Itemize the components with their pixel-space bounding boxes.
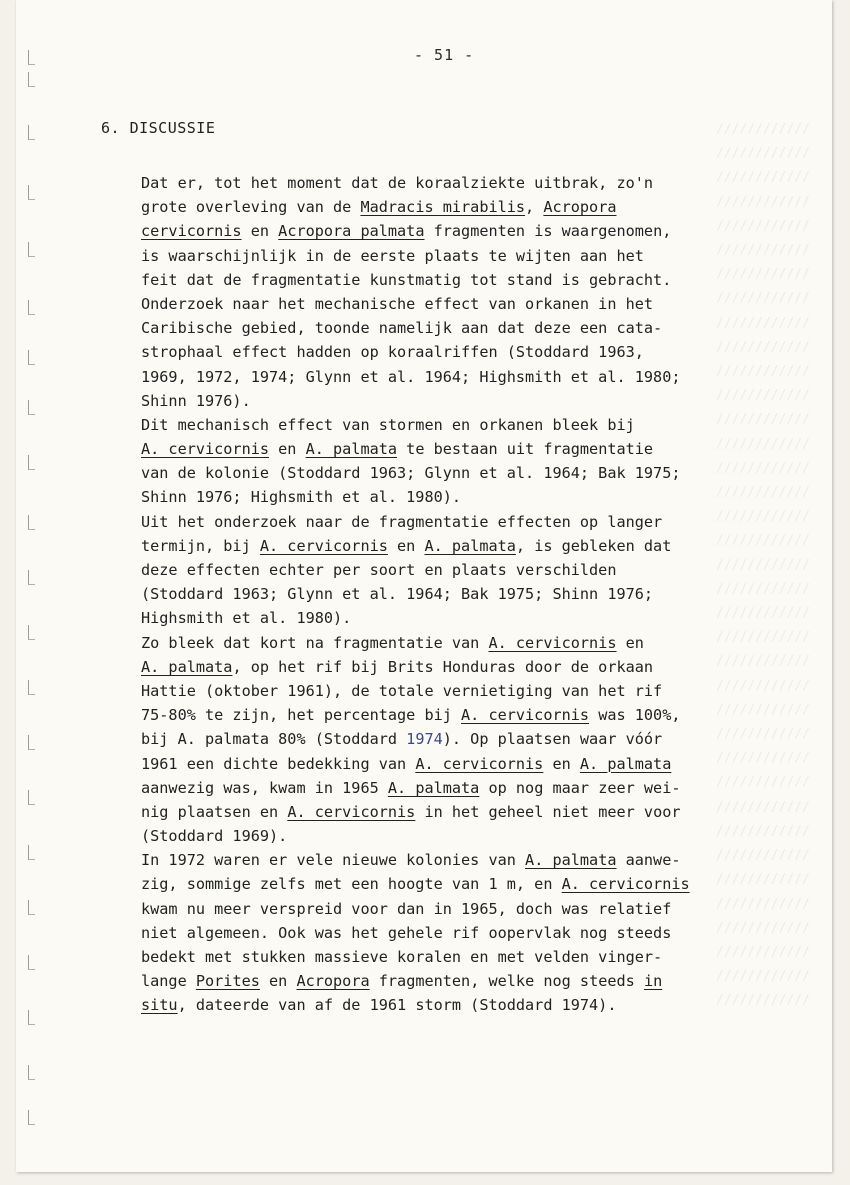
text-line	[141, 848, 761, 872]
text-line	[141, 945, 761, 969]
species-name: cervicornis	[141, 222, 242, 241]
species-name: Acropora	[543, 198, 617, 217]
body-text	[141, 171, 761, 1018]
text-line	[141, 606, 761, 630]
species-name: Acropora palmata	[278, 222, 425, 241]
text-run: feit dat de fragmentatie kunstmatig tot stand is gebracht.	[141, 270, 672, 289]
text-run: In 1972 waren er vele nieuwe kolonies van	[141, 851, 526, 870]
text-line	[141, 800, 761, 824]
text-run: , dateerde van af de 1961 storm (Stoddard 1974).	[177, 996, 617, 1015]
text-run: op nog maar zeer wei-	[479, 778, 681, 797]
section-heading: 6. DISCUSSIE	[101, 119, 216, 137]
text-run: niet algemeen. Ook was het gehele rif oopervlak nog steeds	[141, 923, 672, 942]
text-run: en	[616, 633, 644, 652]
text-run: Shinn 1976).	[141, 391, 251, 410]
species-name: A. cervicornis	[287, 802, 416, 821]
text-line	[141, 679, 761, 703]
species-name: A. cervicornis	[141, 440, 270, 459]
species-name: A. cervicornis	[488, 633, 617, 652]
text-run: Zo bleek dat kort na fragmentatie van	[141, 633, 489, 652]
text-run: van de kolonie (Stoddard 1963; Glynn et al. 1964; Bak 1975;	[141, 464, 681, 483]
text-line	[141, 993, 761, 1017]
species-name: A. palmata	[387, 778, 480, 797]
text-run: en	[543, 754, 580, 773]
text-line	[141, 244, 761, 268]
text-run: fragmenten is waargenomen,	[424, 222, 672, 241]
text-run: zig, sommige zelfs met een hoogte van 1 m, en	[141, 875, 562, 894]
species-name: Porites	[195, 972, 260, 991]
text-run: te bestaan uit fragmentatie	[397, 440, 654, 459]
text-run: Uit het onderzoek naar de fragmentatie effecten op langer	[141, 512, 663, 531]
text-run: Dit mechanisch effect van stormen en orkanen bleek bij	[141, 415, 635, 434]
show-through-text: //////////// //////////// //////////// //////////// //////////// //////////// //////////// //////////// //////////// //////////// //////////// //////////// //////////// //////////// //////////// //////////// //////////// //////////// //////////// //////////// //////////// //////////// //////////// //////////// //////////// //////////// //////////// //////////// //////////// //////////// //////////// //////////// //////////// //////////// //////////// //////////// ////////////	[716, 122, 810, 1009]
species-name: situ	[141, 996, 178, 1015]
document-page	[16, 0, 832, 1172]
text-line	[141, 921, 761, 945]
text-line	[141, 872, 761, 896]
text-line	[141, 389, 761, 413]
text-run: Shinn 1976; Highsmith et al. 1980).	[141, 488, 462, 507]
text-run: 75-80% te zijn, het percentage bij	[141, 706, 462, 725]
species-name: A. palmata	[424, 536, 516, 555]
text-run: en	[269, 440, 306, 459]
text-line	[141, 413, 761, 437]
text-run: (Stoddard 1963; Glynn et al. 1964; Bak 1975; Shinn 1976;	[141, 585, 654, 604]
text-run: is waarschijnlijk in de eerste plaats te wijten aan het	[141, 246, 644, 265]
text-run: aanwezig was, kwam in 1965	[141, 778, 388, 797]
species-name: in	[643, 972, 663, 991]
text-run: deze effecten echter per soort en plaats verschilden	[141, 561, 617, 579]
text-run: en	[241, 222, 279, 241]
text-run: en	[387, 536, 425, 555]
text-line	[141, 219, 761, 243]
text-run: ,	[525, 198, 544, 217]
text-line	[141, 631, 761, 655]
text-run: 1961 een dichte bedekking van	[141, 754, 416, 773]
text-run: (Stoddard 1969).	[141, 827, 288, 846]
text-run: strophaal effect hadden op koraalriffen (Stoddard 1963,	[141, 343, 644, 362]
text-run: , op het rif bij Brits Honduras door de orkaan	[232, 657, 654, 676]
text-run: Caribische gebied, toonde namelijk aan dat deze een cata-	[141, 319, 663, 338]
text-run: ). Op plaatsen waar vóór	[442, 730, 663, 749]
text-line	[141, 437, 761, 461]
species-name: A. cervicornis	[415, 754, 544, 773]
text-run: aanwe-	[616, 851, 681, 870]
text-run: nig plaatsen en	[141, 802, 288, 821]
text-run: termijn, bij	[141, 536, 260, 555]
text-run: bedekt met stukken massieve koralen en met velden vinger-	[141, 948, 663, 966]
species-name: A. cervicornis	[561, 875, 690, 894]
text-run: Hattie (oktober 1961), de totale vernietiging van het rif	[141, 681, 663, 700]
text-line	[141, 195, 761, 219]
text-line	[141, 727, 761, 751]
text-line	[141, 171, 761, 195]
text-line	[141, 316, 761, 340]
species-name: Madracis mirabilis	[360, 198, 526, 217]
text-run: Dat er, tot het moment dat de koraalziekte uitbrak, zo'n	[141, 174, 654, 192]
text-line	[141, 485, 761, 509]
text-run: Highsmith et al. 1980).	[141, 609, 352, 628]
text-line	[141, 340, 761, 364]
text-run: Onderzoek naar het mechanische effect van orkanen in het	[141, 294, 654, 313]
text-run: kwam nu meer verspreid voor dan in 1965, doch was relatief	[141, 899, 672, 918]
text-line	[141, 776, 761, 800]
text-run: grote overleving van de	[141, 198, 361, 217]
text-line	[141, 824, 761, 848]
text-run: en	[259, 972, 297, 991]
species-name: A. palmata	[525, 851, 617, 870]
text-run: in het geheel niet meer voor	[415, 802, 681, 821]
species-name: A. cervicornis	[461, 706, 590, 725]
text-run: was 100%,	[589, 706, 681, 725]
text-line	[141, 558, 761, 582]
text-line	[141, 582, 761, 606]
text-line	[141, 292, 761, 316]
text-line	[141, 534, 761, 558]
text-line	[141, 268, 761, 292]
text-line	[141, 365, 761, 389]
species-name: A. cervicornis	[259, 536, 388, 555]
text-line	[141, 752, 761, 776]
species-name: A. palmata	[579, 754, 672, 773]
text-line	[141, 655, 761, 679]
text-run: bij A. palmata 80% (Stoddard	[141, 730, 407, 749]
text-line	[141, 969, 761, 993]
text-run: fragmenten, welke nog steeds	[369, 972, 644, 991]
text-run: 1969, 1972, 1974; Glynn et al. 1964; Highsmith et al. 1980;	[141, 367, 681, 386]
text-run: 1974	[406, 730, 443, 749]
species-name: A. palmata	[141, 657, 233, 676]
text-run: lange	[141, 972, 196, 991]
text-line	[141, 703, 761, 727]
text-line	[141, 897, 761, 921]
text-line	[141, 461, 761, 485]
text-run: , is gebleken dat	[515, 536, 672, 555]
page-number: - 51 -	[414, 46, 475, 64]
text-line	[141, 510, 761, 534]
species-name: A. palmata	[305, 440, 398, 459]
species-name: Acropora	[296, 972, 370, 991]
